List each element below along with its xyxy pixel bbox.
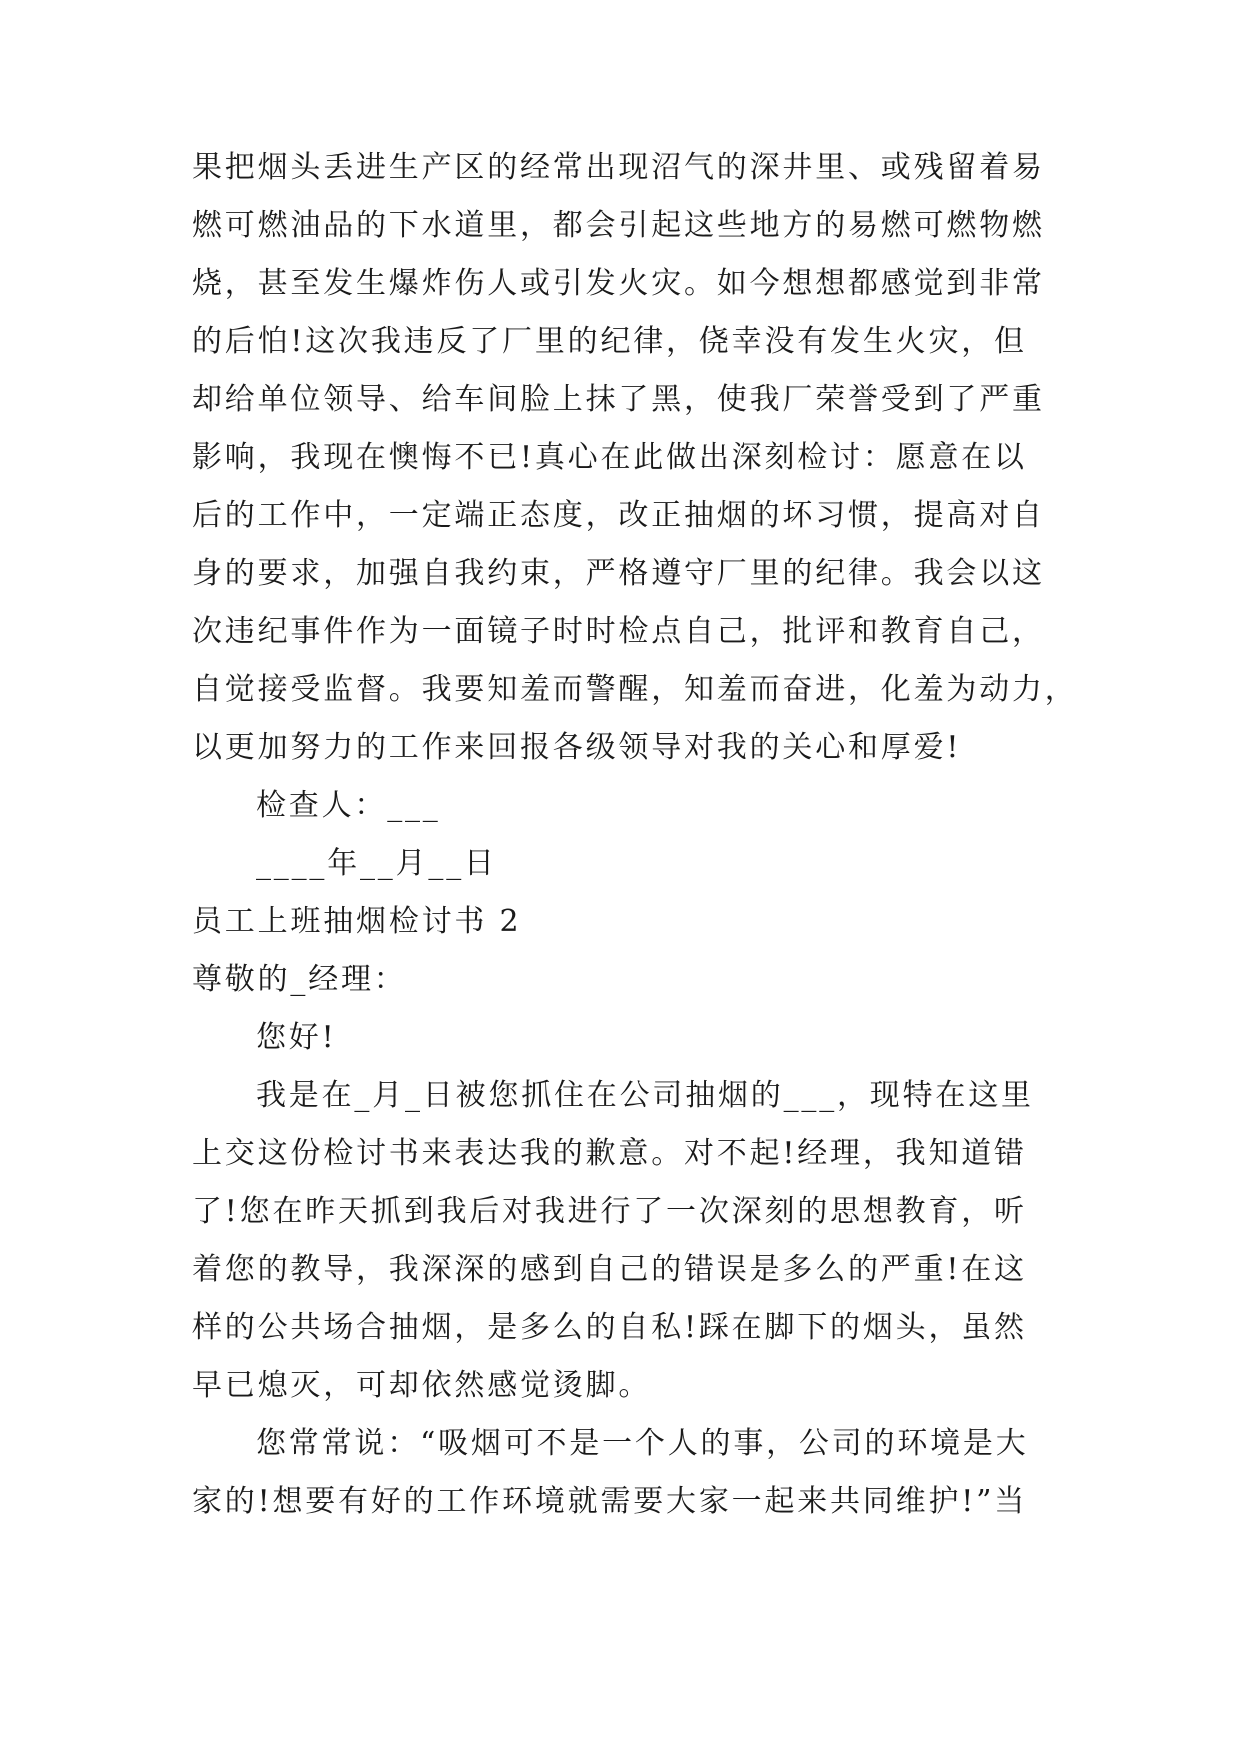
text-line: 的后怕!这次我违反了厂里的纪律，侥幸没有发生火灾，但 [192,324,1027,359]
salutation: 尊敬的_经理： [192,962,407,997]
text-line: 自觉接受监督。我要知羞而警醒，知羞而奋进，化羞为动力， [192,672,1078,707]
text-line: 燃可燃油品的下水道里，都会引起这些地方的易燃可燃物燃 [192,208,1045,243]
greeting: 您好! [256,1020,337,1055]
text-line: 影响，我现在懊悔不已!真心在此做出深刻检讨：愿意在以 [192,440,1027,475]
section-title: 员工上班抽烟检讨书 2 [192,904,522,939]
date-line: ____年__月__日 [256,846,497,881]
text-line: 以更加努力的工作来回报各级领导对我的关心和厚爱! [192,730,962,765]
text-line: 家的!想要有好的工作环境就需要大家一起来共同维护!”当 [192,1484,1028,1519]
text-line: 了!您在昨天抓到我后对我进行了一次深刻的思想教育，听 [192,1194,1027,1229]
text-line: 却给单位领导、给车间脸上抹了黑，使我厂荣誉受到了严重 [192,382,1045,417]
text-line: 果把烟头丢进生产区的经常出现沼气的深井里、或残留着易 [192,150,1045,185]
text-line: 身的要求，加强自我约束，严格遵守厂里的纪律。我会以这 [192,556,1045,591]
text-line: 烧，甚至发生爆炸伤人或引发火灾。如今想想都感觉到非常 [192,266,1045,301]
text-line: 样的公共场合抽烟，是多么的自私!踩在脚下的烟头，虽然 [192,1310,1027,1345]
inspector-signature-line: 检查人：___ [256,788,441,823]
text-line: 我是在_月_日被您抓住在公司抽烟的___，现特在这里 [256,1078,1034,1113]
text-line: 上交这份检讨书来表达我的歉意。对不起!经理，我知道错 [192,1136,1027,1171]
text-line: 您常常说：“吸烟可不是一个人的事，公司的环境是大 [256,1426,1029,1461]
text-line: 次违纪事件作为一面镜子时时检点自己，批评和教育自己， [192,614,1045,649]
text-line: 后的工作中，一定端正态度，改正抽烟的坏习惯，提高对自 [192,498,1045,533]
text-line: 着您的教导，我深深的感到自己的错误是多么的严重!在这 [192,1252,1027,1287]
text-line: 早已熄灭，可却依然感觉烫脚。 [192,1368,652,1403]
